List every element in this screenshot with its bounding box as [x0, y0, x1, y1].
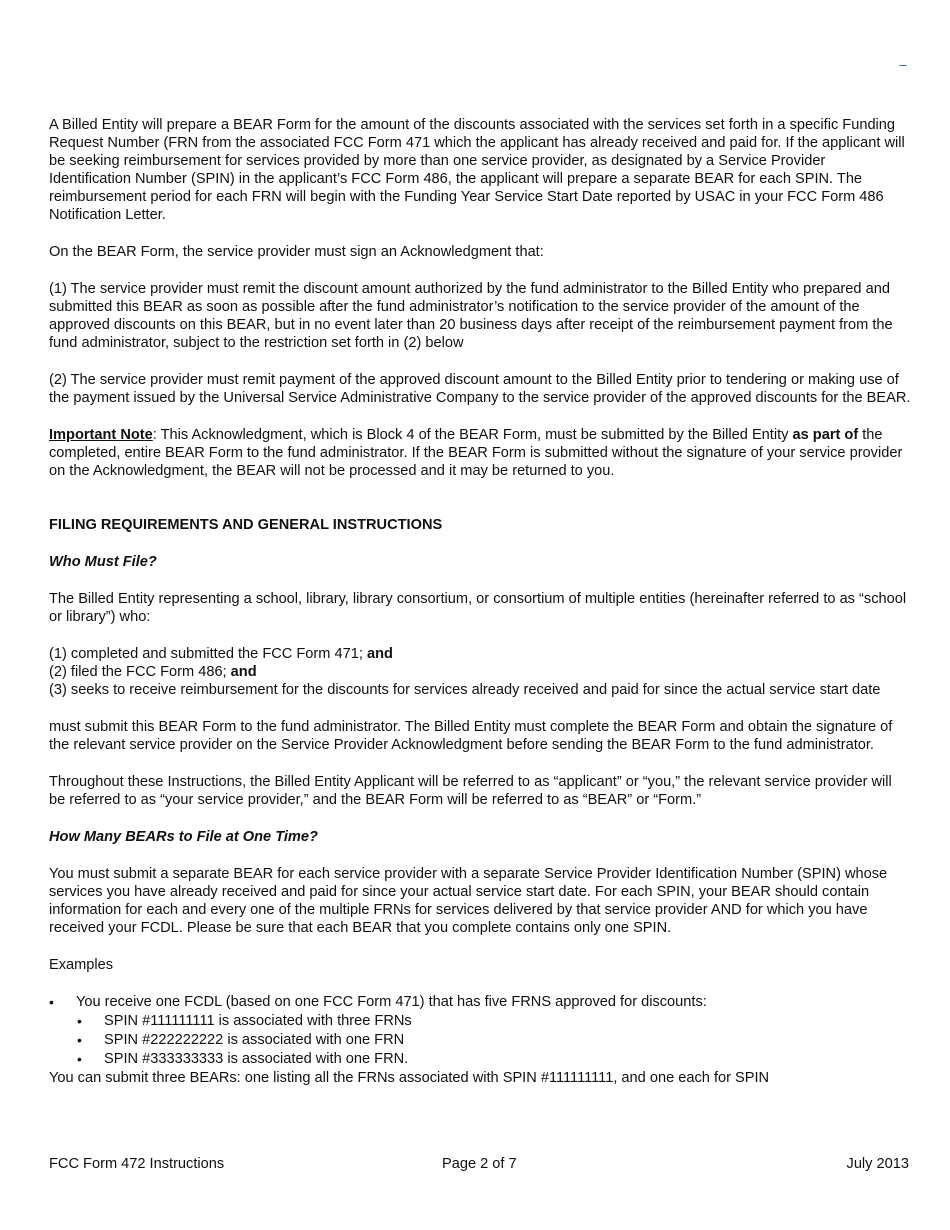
examples-label: Examples	[49, 957, 114, 973]
section-heading: FILING REQUIREMENTS AND GENERAL INSTRUCTIONS	[49, 517, 443, 533]
footer-date: July 2013	[846, 1156, 909, 1172]
requirement-item-2-text: (2) filed the FCC Form 486;	[49, 664, 231, 680]
important-note-label: Important Note	[49, 427, 153, 443]
important-note-colon: :	[152, 427, 157, 443]
intro-paragraph: A Billed Entity will prepare a BEAR Form for the amount of the discounts associated with the services set forth in a specific Funding Request Number (FRN from the associated FCC Form 471 which the applicant has already received and paid for. If the applicant will be seeking reimbursement for services provided by more than one service provider, as designated by a Service Provider Identification Number (SPIN) in the applicant’s FCC Form 486, the applicant will prepare a separate BEAR for each SPIN. The reimbursement period for each FRN will begin with the Funding Year Service Start Date reported by USAC in your FCC Form 486 Notification Letter.	[49, 117, 905, 223]
requirement-item-2-bold: and	[230, 664, 257, 680]
who-must-file-heading: Who Must File?	[49, 554, 157, 570]
acknowledgment-intro: On the BEAR Form, the service provider must sign an Acknowledgment that:	[49, 244, 544, 260]
who-must-file-intro: The Billed Entity representing a school, library, library consortium, or consortium of multiple entities (hereinafter referred to as “school or library”) who:	[49, 591, 907, 625]
footer-page-number: Page 2 of 7	[442, 1156, 517, 1172]
requirement-item-3: (3) seeks to receive reimbursement for the discounts for services already received and paid for since the actual service start date	[49, 682, 881, 698]
bullet-icon: •	[49, 994, 54, 1010]
acknowledgment-item-1: (1) The service provider must remit the discount amount authorized by the fund administrator to the Billed Entity who prepared and submitted this BEAR as soon as possible after the fund administrator’s notification to the service provider of the amount of the approved discounts on this BEAR, but in no event later than 20 business days after receipt of the reimbursement payment from the fund administrator, subject to the restriction set forth in (2) below	[49, 281, 893, 351]
example-sub-item	[49, 1050, 911, 1069]
examples-list	[49, 993, 911, 1069]
requirement-item-1-bold: and	[366, 646, 393, 662]
footer-form-title: FCC Form 472 Instructions	[49, 1156, 225, 1172]
acknowledgment-item-2: (2) The service provider must remit payment of the approved discount amount to the Billed Entity prior to tendering or making use of the payment issued by the Universal Service Administrative Company to the service provider of the approved discounts for the BEAR.	[49, 372, 911, 406]
requirement-item-1-text: (1) completed and submitted the FCC Form 471;	[49, 646, 367, 662]
example-sub-text: SPIN #111111111 is associated with three FRNs	[104, 1013, 412, 1029]
how-many-paragraph: You must submit a separate BEAR for each service provider with a separate Service Provider Identification Number (SPIN) whose services you have already received and paid for since your actual service start date. For each SPIN, your BEAR should contain information for each and every one of the multiple FRNs for services delivered by that service provider AND for which you have received your FCDL. Please be sure that each BEAR that you complete contains only one SPIN.	[49, 866, 888, 936]
important-note-bold: as part of	[792, 427, 859, 443]
example-item	[49, 993, 911, 1012]
requirement-item-1	[49, 645, 911, 663]
example-main-text: You receive one FCDL (based on one FCC Form 471) that has five FRNS approved for discounts:	[76, 994, 707, 1010]
important-note-text-1: This Acknowledgment, which is Block 4 of the BEAR Form, must be submitted by the Billed Entity	[156, 427, 793, 443]
example-sub-text: SPIN #333333333 is associated with one FRN.	[104, 1051, 409, 1067]
header-mark: –	[899, 57, 907, 72]
example-sub-text: SPIN #222222222 is associated with one FRN	[104, 1032, 405, 1048]
bullet-icon: •	[77, 1032, 82, 1048]
example-conclusion: You can submit three BEARs: one listing all the FRNs associated with SPIN #111111111, and one each for SPIN	[49, 1070, 770, 1086]
requirement-item-2	[49, 663, 911, 681]
important-note	[49, 426, 911, 480]
page-footer	[49, 1155, 909, 1173]
bullet-icon: •	[77, 1051, 82, 1067]
definitions-paragraph: Throughout these Instructions, the Billed Entity Applicant will be referred to as “applicant” or “you,” the relevant service provider will be referred to as “your service provider,” and the BEAR Form will be referred to as “BEAR” or “Form.”	[49, 774, 892, 808]
example-sub-item	[49, 1012, 911, 1031]
important-note-text-2: the completed, entire BEAR Form to the fund administrator. If the BEAR Form is submitted without the signature of your service provider on the Acknowledgment, the BEAR will not be processed and it may be returned to you.	[49, 427, 903, 479]
requirements-list	[49, 645, 911, 699]
document-body	[49, 116, 911, 1087]
example-sub-item	[49, 1031, 911, 1050]
how-many-heading: How Many BEARs to File at One Time?	[49, 829, 318, 845]
bullet-icon: •	[77, 1013, 82, 1029]
who-must-file-closing: must submit this BEAR Form to the fund administrator. The Billed Entity must complete the BEAR Form and obtain the signature of the relevant service provider on the Service Provider Acknowledgment before sending the BEAR Form to the fund administrator.	[49, 719, 893, 753]
